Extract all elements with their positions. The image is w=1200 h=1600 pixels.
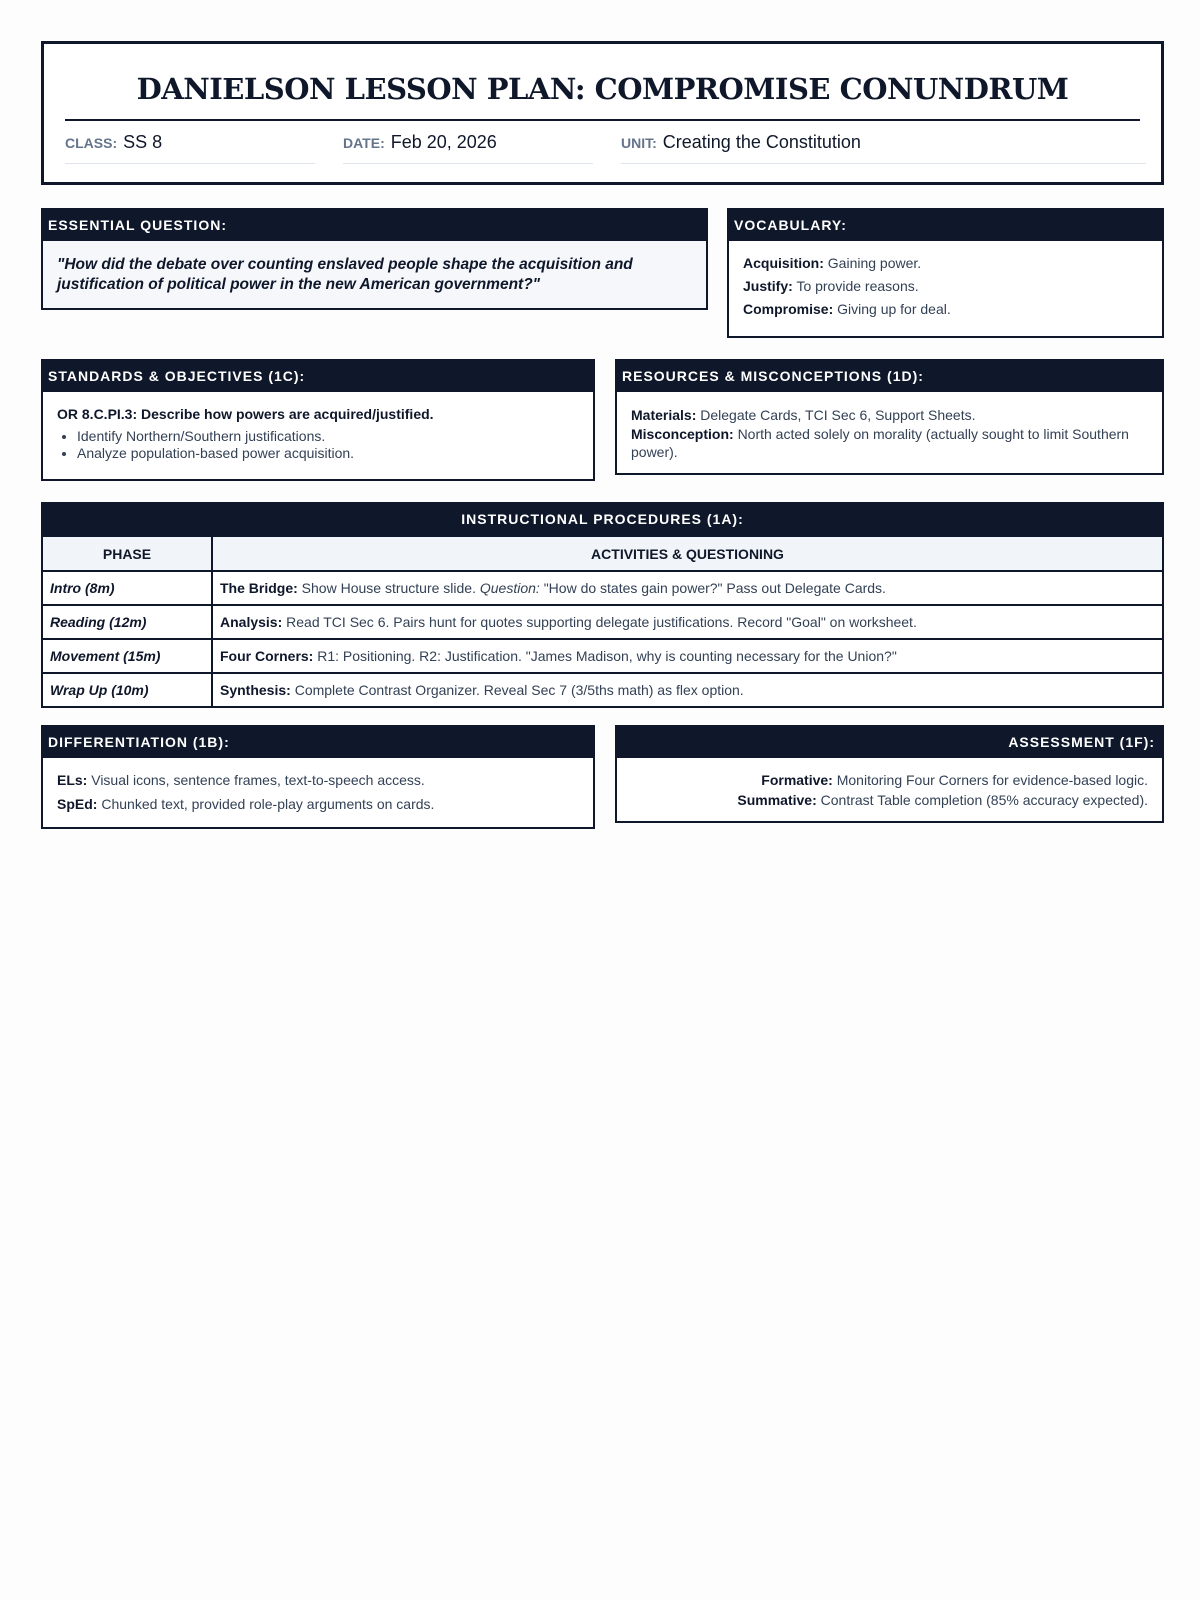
objectives-list xyxy=(57,428,579,461)
formative-line: Formative: Monitoring Four Corners for evidence-based logic. xyxy=(761,772,1148,788)
resources-body xyxy=(617,392,1162,474)
activity-cell: Synthesis: Complete Contrast Organizer. Reveal Sec 7 (3/5ths math) as flex option. xyxy=(212,673,1162,706)
class-field xyxy=(65,132,315,164)
vocab-item: Justify: To provide reasons. xyxy=(743,278,919,294)
resources-panel xyxy=(615,359,1164,475)
differentiation-body xyxy=(43,758,593,832)
activity-cell: Four Corners: R1: Positioning. R2: Justification. "James Madison, why is counting necessary for the Union?" xyxy=(212,639,1162,673)
unit-value: Creating the Constitution xyxy=(662,132,861,152)
objective-item: • Identify Northern/Southern justifications. xyxy=(77,428,579,444)
phase-cell: Reading (12m) xyxy=(43,605,212,639)
differentiation-heading: DIFFERENTIATION (1B): xyxy=(43,727,593,758)
standards-body xyxy=(43,392,593,474)
date-field xyxy=(343,132,593,164)
els-line: ELs: Visual icons, sentence frames, text-to-speech access. xyxy=(57,772,425,788)
sped-line: SpEd: Chunked text, provided role-play arguments on cards. xyxy=(57,796,435,812)
procedures-panel xyxy=(41,502,1164,708)
procedures-table xyxy=(43,535,1162,706)
summative-line: Summative: Contrast Table completion (85% accuracy expected). xyxy=(737,792,1148,808)
phase-cell: Wrap Up (10m) xyxy=(43,673,212,706)
phase-column-header: PHASE xyxy=(43,536,212,571)
essential-question-text: "How did the debate over counting enslaved people shape the acquisition and justification of political power in the new American government?" xyxy=(43,241,706,308)
unit-label: UNIT: xyxy=(621,135,657,151)
vocabulary-panel xyxy=(727,208,1164,338)
standard-code: OR 8.C.PI.3: Describe how powers are acquired/justified. xyxy=(57,406,434,422)
class-label: CLASS: xyxy=(65,135,118,151)
standards-panel xyxy=(41,359,595,481)
table-row xyxy=(43,639,1162,673)
unit-field xyxy=(621,132,1146,164)
differentiation-panel xyxy=(41,725,595,829)
phase-cell: Intro (8m) xyxy=(43,571,212,605)
table-row xyxy=(43,605,1162,639)
activities-column-header: ACTIVITIES & QUESTIONING xyxy=(212,536,1162,571)
essential-question-panel xyxy=(41,208,708,310)
assessment-panel xyxy=(615,725,1164,823)
resources-heading: RESOURCES & MISCONCEPTIONS (1D): xyxy=(617,361,1162,392)
phase-cell: Movement (15m) xyxy=(43,639,212,673)
misconception-line: Misconception: North acted solely on morality (actually sought to limit Southern power). xyxy=(631,425,1129,460)
date-label: DATE: xyxy=(343,135,385,151)
vocab-item: Acquisition: Gaining power. xyxy=(743,255,922,271)
table-header-row xyxy=(43,536,1162,571)
materials-line: Materials: Delegate Cards, TCI Sec 6, Support Sheets. xyxy=(631,407,976,423)
header-box xyxy=(41,41,1164,185)
activity-cell: The Bridge: Show House structure slide. Question: "How do states gain power?" Pass out Delegate Cards. xyxy=(212,571,1162,605)
class-value: SS 8 xyxy=(123,132,163,152)
vocabulary-heading: VOCABULARY: xyxy=(729,210,1162,241)
assessment-heading: ASSESSMENT (1F): xyxy=(617,727,1162,758)
title-divider xyxy=(65,119,1140,121)
table-row xyxy=(43,673,1162,706)
vocab-item: Compromise: Giving up for deal. xyxy=(743,301,951,317)
activity-cell: Analysis: Read TCI Sec 6. Pairs hunt for quotes supporting delegate justifications. Record "Goal" on worksheet. xyxy=(212,605,1162,639)
table-row xyxy=(43,571,1162,605)
assessment-body xyxy=(617,758,1162,822)
page-title: DANIELSON LESSON PLAN: COMPROMISE CONUNDRUM xyxy=(136,72,1069,106)
standards-heading: STANDARDS & OBJECTIVES (1C): xyxy=(43,361,593,392)
essential-question-heading: ESSENTIAL QUESTION: xyxy=(43,210,706,241)
date-value: Feb 20, 2026 xyxy=(390,132,497,152)
objective-item: • Analyze population-based power acquisition. xyxy=(77,445,579,461)
vocabulary-list xyxy=(729,241,1162,336)
procedures-heading: INSTRUCTIONAL PROCEDURES (1A): xyxy=(43,504,1162,535)
